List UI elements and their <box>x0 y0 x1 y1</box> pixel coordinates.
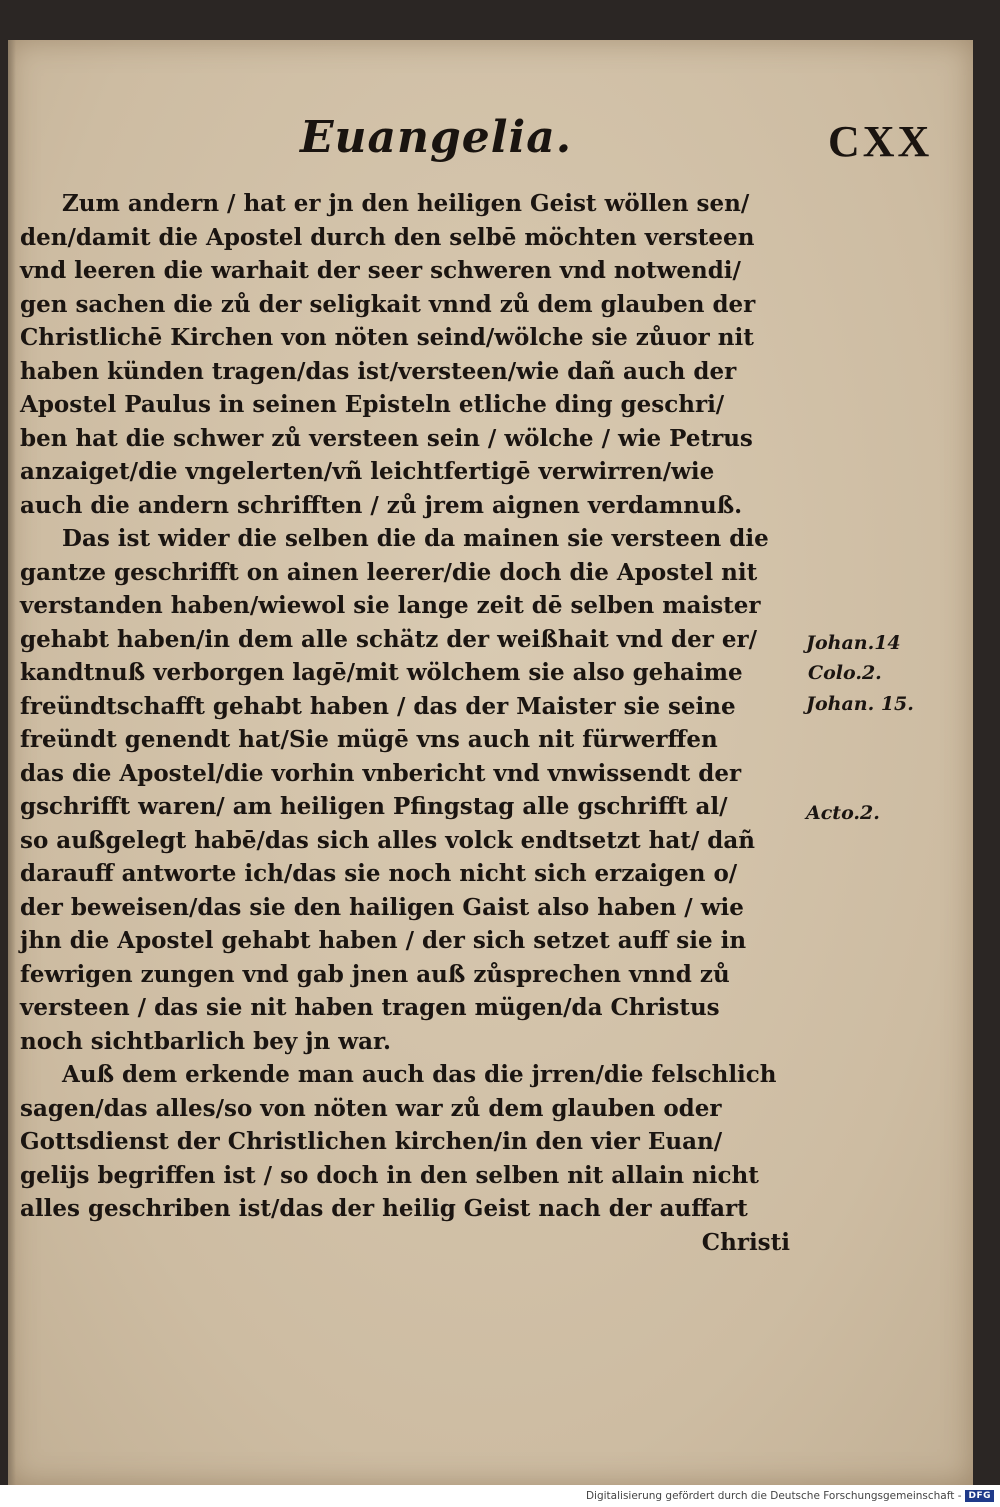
running-title: Euangelia. <box>300 112 573 163</box>
margin-note: Colo.2. <box>808 662 882 684</box>
text-line: gelijs begriffen ist / so doch in den selben nit allain nicht <box>20 1161 759 1189</box>
text-line: versteen / das sie nit haben tragen mügen/da Christus <box>20 994 720 1021</box>
text-line: auch die andern schrifften / zů jrem aignen verdamnuß. <box>20 491 743 519</box>
catchword: Christi <box>701 1228 790 1256</box>
text-line: so außgelegt habē/das sich alles volck endtsetzt hat/ dañ <box>20 826 755 854</box>
margin-note: Acto.2. <box>806 802 880 824</box>
text-line: den/damit die Apostel durch den selbē möchten versteen <box>20 223 755 251</box>
text-line: noch sichtbarlich bey jn war. <box>20 1027 391 1055</box>
digitization-credit <box>586 1487 994 1505</box>
text-line: Christlichē Kirchen von nöten seind/wölche sie zůuor nit <box>20 324 754 351</box>
page-header <box>0 112 1000 182</box>
text-line: fewrigen zungen vnd gab jnen auß zůsprechen vnnd zů <box>20 960 730 988</box>
text-line: Auß dem erkende man auch das die jrren/die felschlich <box>62 1061 777 1088</box>
text-line: Apostel Paulus in seinen Episteln etliche ding geschri/ <box>20 391 725 418</box>
credit-text: Digitalisierung gefördert durch die Deutsche Forschungsgemeinschaft - <box>585 1490 962 1502</box>
text-line: verstanden haben/wiewol sie lange zeit dē selben maister <box>20 592 761 619</box>
text-line: sagen/das alles/so von nöten war zů dem glauben oder <box>20 1094 722 1122</box>
text-line: das die Apostel/die vorhin vnbericht vnd vnwissendt der <box>20 759 742 787</box>
margin-note: Johan.14 <box>806 632 901 654</box>
text-line: ben hat die schwer zů versteen sein / wölche / wie Petrus <box>20 424 753 452</box>
text-line: haben künden tragen/das ist/versteen/wie dañ auch der <box>20 357 737 385</box>
text-line: gen sachen die zů der seligkait vnnd zů dem glauben der <box>20 290 756 318</box>
margin-note: Johan. 15. <box>806 693 914 715</box>
text-line: Gottsdienst der Christlichen kirchen/in den vier Euan/ <box>20 1128 723 1155</box>
text-line: gantze geschrifft on ainen leerer/die doch die Apostel nit <box>20 558 758 586</box>
text-line: jhn die Apostel gehabt haben / der sich setzet auff sie in <box>20 927 747 954</box>
text-line: kandtnuß verborgen lagē/mit wölchem sie also gehaime <box>20 659 743 686</box>
text-line: Zum andern / hat er jn den heiligen Geist wöllen sen/ <box>62 190 750 217</box>
text-line: gschrifft waren/ am heiligen Pfingstag alle gschrifft al/ <box>20 793 728 820</box>
text-line: freündtschafft gehabt haben / das der Maister sie seine <box>20 692 736 720</box>
dfg-logo: DFG <box>965 1490 994 1502</box>
text-line: gehabt haben/in dem alle schätz der weißhait vnd der er/ <box>20 625 757 653</box>
body-text <box>20 187 812 1259</box>
folio-number: CXX <box>828 117 933 166</box>
text-line: freündt genendt hat/Sie mügē vns auch nit fürwerffen <box>20 726 718 753</box>
text-line: anzaiget/die vngelerten/vñ leichtfertigē verwirren/wie <box>20 458 715 485</box>
text-line: alles geschriben ist/das der heilig Geist nach der auffart <box>20 1195 748 1222</box>
text-line: Das ist wider die selben die da mainen sie versteen die <box>62 525 769 552</box>
page-edge-shadow <box>8 40 16 1485</box>
text-line: der beweisen/das sie den hailigen Gaist also haben / wie <box>20 893 744 921</box>
text-line: vnd leeren die warhait der seer schweren vnd notwendi/ <box>20 257 741 284</box>
text-line: darauff antworte ich/das sie noch nicht sich erzaigen o/ <box>20 860 738 887</box>
